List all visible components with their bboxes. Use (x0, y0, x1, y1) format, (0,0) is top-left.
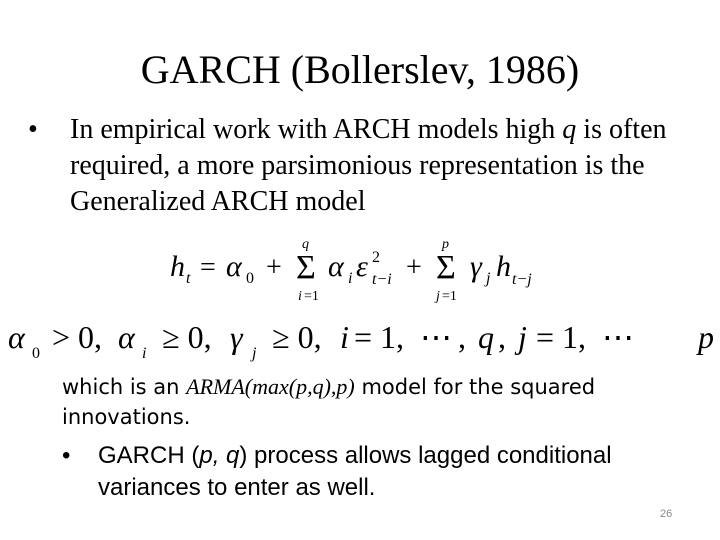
svg-text:≥ 0,: ≥ 0, (272, 319, 322, 355)
svg-text:α: α (118, 319, 135, 355)
bullet-text: GARCH (p, q) process allows lagged conditional variances to enter as well. (98, 442, 612, 501)
svg-text:i: i (298, 289, 302, 304)
svg-text:p: p (442, 237, 449, 252)
svg-text:γ: γ (230, 319, 243, 355)
svg-text:=: = (200, 252, 216, 283)
svg-text:t: t (186, 270, 191, 287)
svg-text:α: α (8, 319, 25, 355)
bullet-marker: • (62, 442, 71, 469)
svg-text:i: i (340, 319, 349, 355)
svg-text:≥ 0,: ≥ 0, (162, 319, 212, 355)
svg-text:t−j: t−j (512, 271, 532, 288)
svg-text:h: h (496, 250, 511, 283)
svg-text:α: α (226, 250, 242, 283)
svg-text:=1: =1 (304, 289, 319, 304)
svg-text:j: j (518, 319, 527, 355)
svg-text:γ: γ (470, 250, 482, 283)
svg-text:p: p (698, 319, 714, 355)
svg-text:j: j (436, 289, 440, 304)
svg-text:⋯: ⋯ (602, 319, 634, 355)
garch-equation (170, 236, 550, 308)
svg-text:0: 0 (32, 345, 40, 362)
svg-text:+: + (406, 252, 422, 283)
svg-text:i: i (142, 345, 147, 362)
arma-note: which is an ARMA(max(p,q),p) model for the squared innovations. (62, 374, 596, 429)
svg-text:j: j (486, 270, 491, 287)
svg-text:α: α (328, 250, 344, 283)
svg-text:,: , (498, 319, 506, 355)
svg-text:= 1,: = 1, (354, 319, 405, 355)
svg-text:j: j (252, 345, 257, 362)
svg-text:=1: =1 (442, 289, 457, 304)
svg-text:t−i: t−i (372, 271, 392, 288)
svg-text:q: q (302, 237, 309, 252)
svg-text:i: i (348, 270, 353, 287)
bullet-text: In empirical work with ARCH models high q is often required, a more parsimonious representation is the Generalized ARCH model (70, 114, 667, 217)
svg-text:> 0,: > 0, (52, 319, 103, 355)
slide-title: GARCH (Bollerslev, 1986) (140, 47, 580, 92)
svg-text:= 1,: = 1, (536, 319, 587, 355)
svg-text:2: 2 (372, 249, 380, 266)
svg-text:q: q (478, 319, 494, 355)
svg-text:Σ: Σ (436, 249, 456, 286)
svg-text:h: h (170, 250, 185, 283)
svg-text:⋯: ⋯ (420, 319, 452, 355)
svg-text:,: , (458, 319, 466, 355)
svg-text:0: 0 (246, 270, 254, 287)
svg-text:Σ: Σ (296, 249, 316, 286)
svg-text:ε: ε (356, 250, 368, 283)
bullet-marker: • (28, 114, 38, 145)
svg-text:+: + (266, 252, 282, 283)
parameter-constraints (8, 318, 720, 364)
page-number: 26 (660, 508, 673, 520)
